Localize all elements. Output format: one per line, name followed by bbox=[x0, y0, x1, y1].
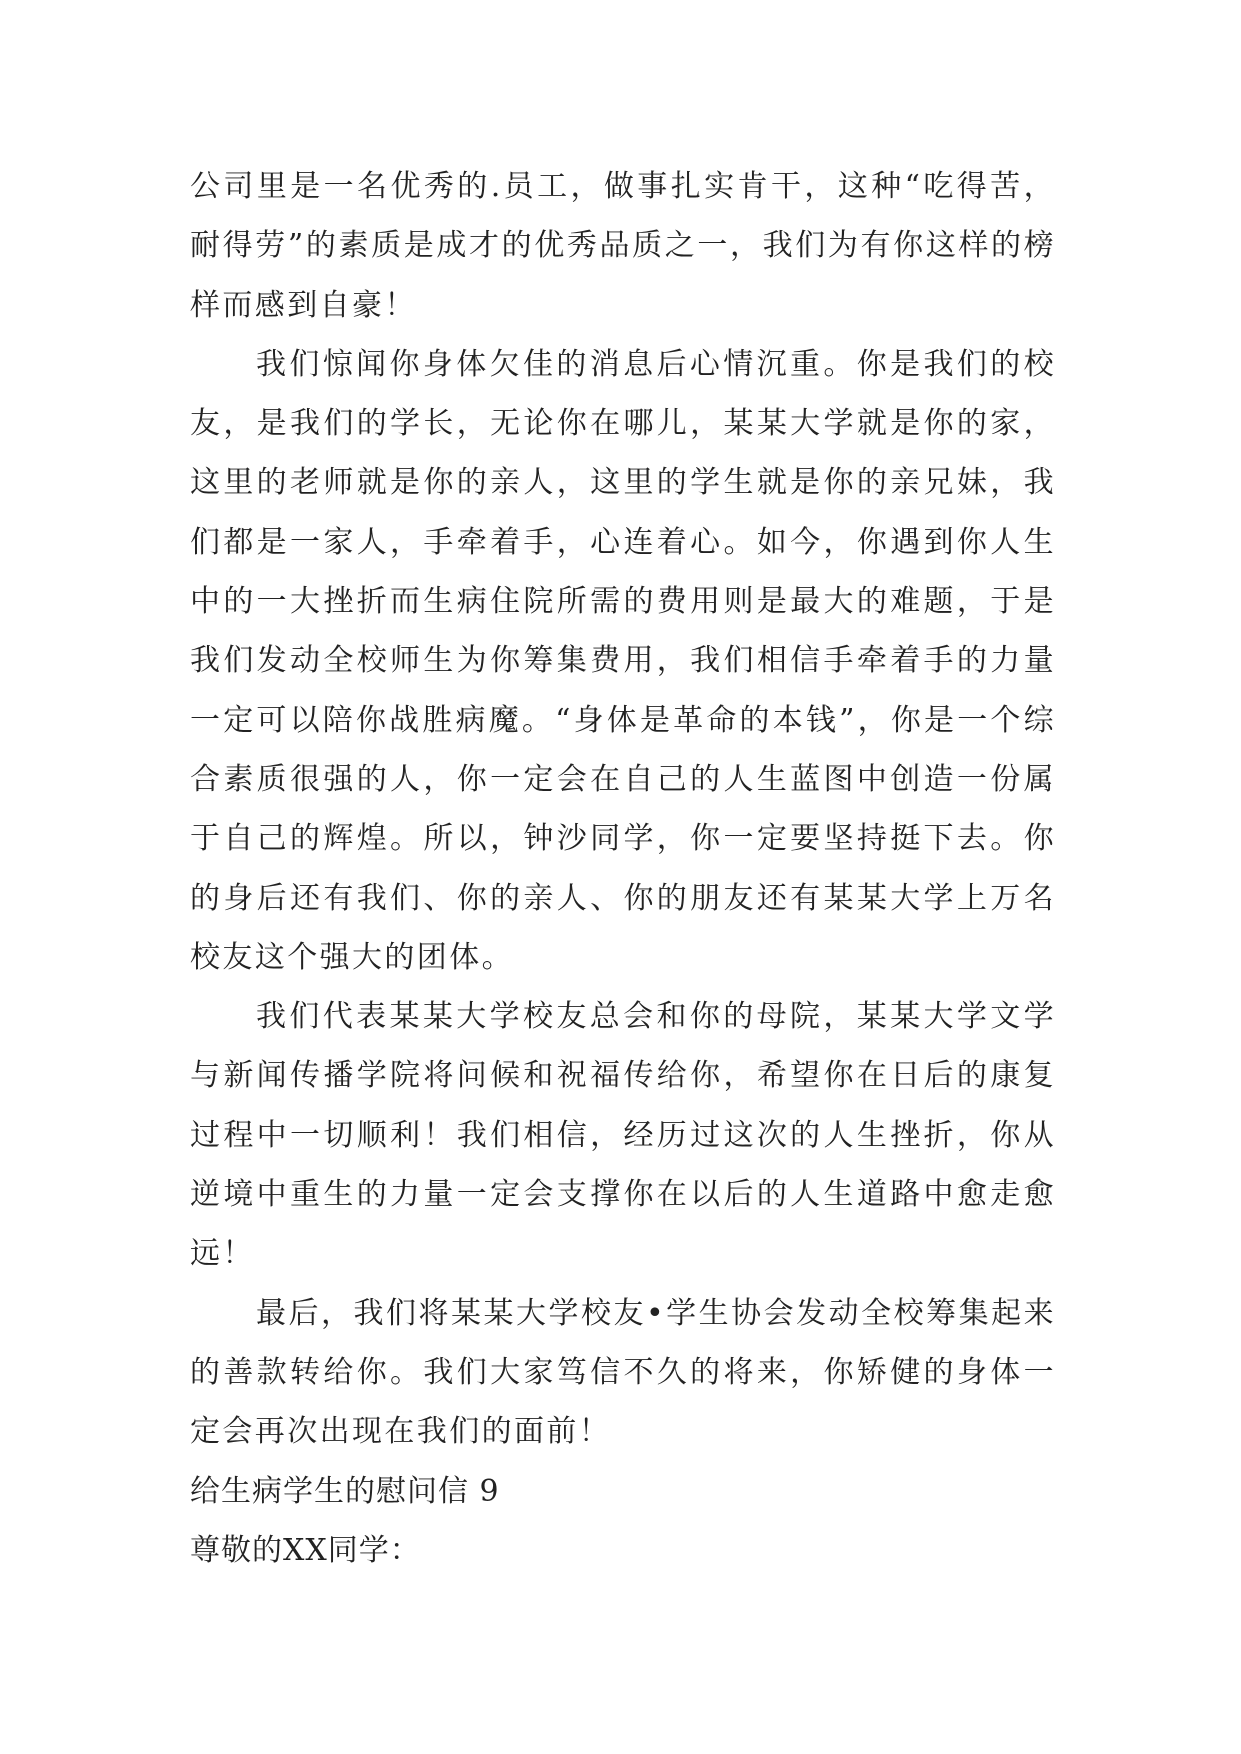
document-body bbox=[190, 157, 1056, 1580]
letter-title: 给生病学生的慰问信 9 bbox=[190, 1473, 500, 1509]
paragraph-continuation: 公司里是一名优秀的.员工，做事扎实肯干，这种“吃得苦，耐得劳”的素质是成才的优秀品质之一，我们为有你这样的榜样而感到自豪！ bbox=[190, 169, 1056, 323]
letter-salutation: 尊敬的XX同学： bbox=[190, 1532, 421, 1568]
paragraph-closing: 最后，我们将某某大学校友•学生协会发动全校筹集起来的善款转给你。我们大家笃信不久的将来，你矫健的身体一定会再次出现在我们的面前！ bbox=[190, 1295, 1056, 1450]
paragraph-condolence: 我们惊闻你身体欠佳的消息后心情沉重。你是我们的校友，是我们的学长，无论你在哪儿，某某大学就是你的家，这里的老师就是你的亲人，这里的学生就是你的亲兄妹，我们都是一家人，手牵着手，心连着心。如今，你遇到你人生中的一大挫折而生病住院所需的费用则是最大的难题，于是我们发动全校师生为你筹集费用，我们相信手牵着手的力量一定可以陪你战胜病魔。“身体是革命的本钱”，你是一个综合素质很强的人，你一定会在自己的人生蓝图中创造一份属于自己的辉煌。所以，钟沙同学，你一定要坚持挺下去。你的身后还有我们、你的亲人、你的朋友还有某某大学上万名校友这个强大的团体。 bbox=[190, 346, 1056, 975]
paragraph-wishes: 我们代表某某大学校友总会和你的母院，某某大学文学与新闻传播学院将问候和祝福传给你，希望你在日后的康复过程中一切顺利！我们相信，经历过这次的人生挫折，你从逆境中重生的力量一定会支撑你在以后的人生道路中愈走愈远！ bbox=[190, 999, 1056, 1272]
